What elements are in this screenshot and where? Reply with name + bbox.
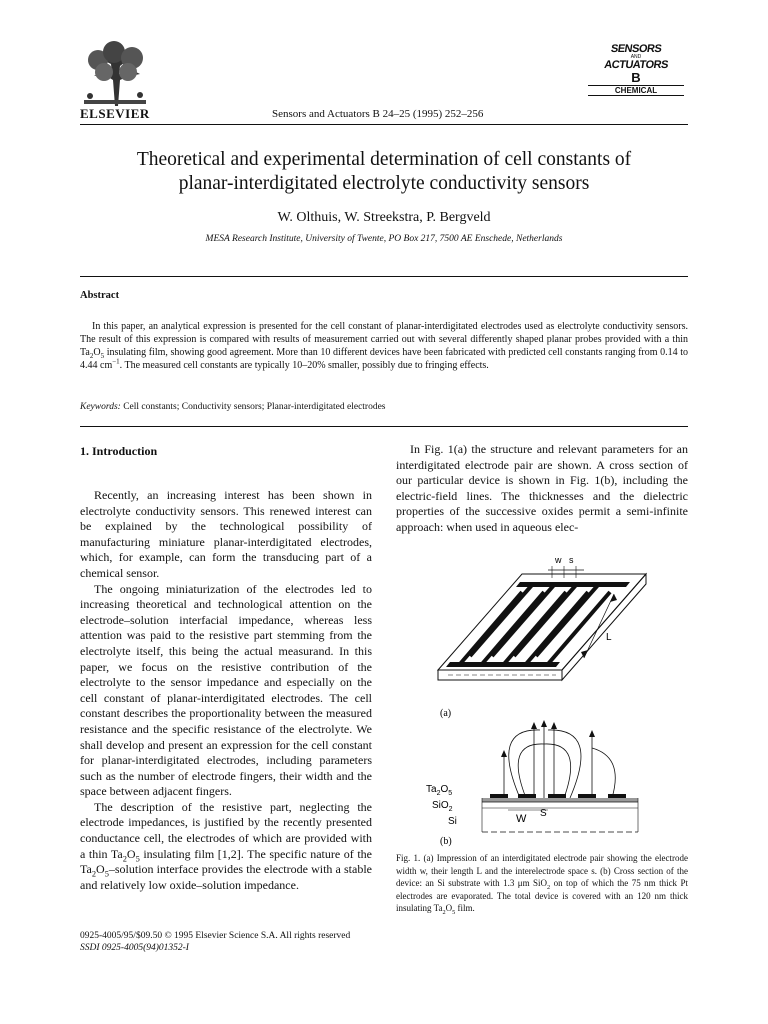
caption-part1: Fig. 1. (a) Impression of an interdigitated electrode pair showing the electrode width w, their length L and the interelectrode space s. (b) Cross section of the device: an Si substrate with 1.3 μm SiO bbox=[396, 853, 688, 888]
figure-1b-drawing bbox=[426, 720, 638, 832]
abstract-sub1: 2 bbox=[89, 352, 94, 360]
caption-part3: O bbox=[445, 903, 453, 913]
label-sio2 bbox=[432, 800, 453, 813]
abstract-rule-bottom bbox=[80, 426, 688, 427]
caption-part2: on top of which the 75 nm thick Pt electrodes are evaporated. The total device is covered with an 120 nm thick insulating Ta bbox=[396, 878, 688, 913]
p3-part3: insulating film [1,2]. The specific nature of the Ta bbox=[80, 846, 372, 877]
abstract-text bbox=[80, 320, 688, 372]
label-L: L bbox=[606, 632, 612, 643]
keywords bbox=[80, 402, 688, 412]
footer bbox=[80, 930, 350, 954]
abstract-rule-top bbox=[80, 276, 688, 277]
intro-paragraph-3 bbox=[80, 800, 372, 894]
p3-sub4: 5 bbox=[104, 869, 109, 879]
abstract-text-part2: O bbox=[93, 347, 101, 358]
journal-reference: Sensors and Actuators B 24–25 (1995) 252–256 bbox=[272, 108, 484, 120]
keywords-label: Keywords: bbox=[80, 402, 121, 412]
caption-sub3: 5 bbox=[452, 908, 456, 916]
publisher-name: ELSEVIER bbox=[80, 106, 150, 121]
label-ta2o5 bbox=[426, 784, 452, 797]
journal-logo-word4: B bbox=[631, 70, 641, 85]
abstract-text-part4: . The measured cell constants are typically 10–20% smaller, possibly due to fringing effects. bbox=[119, 360, 489, 371]
label-b: (b) bbox=[440, 836, 452, 847]
abstract-text-part3: insulating film, showing good agreement. More than 10 different devices have been fabricated with predicted cell constants ranging from 0.14 to 4.44 cm bbox=[80, 347, 688, 371]
p3-sub3: 2 bbox=[91, 869, 97, 879]
figure-1a-drawing bbox=[438, 555, 646, 680]
label-ta-sub1: 2 bbox=[436, 790, 441, 797]
label-sio: SiO bbox=[432, 800, 449, 811]
label-s: s bbox=[569, 555, 574, 565]
p3-part5: –solution interface provides the electrode with a stable and relatively low oxide–solution impedance. bbox=[80, 862, 372, 892]
footer-ssdi: SSDI 0925-4005(94)01352-I bbox=[80, 943, 189, 953]
label-a: (a) bbox=[440, 708, 452, 719]
abstract-sup1: −1 bbox=[112, 357, 120, 366]
p3-part2: O bbox=[126, 846, 136, 861]
figure-caption bbox=[396, 852, 688, 915]
keywords-list: Cell constants; Conductivity sensors; Planar-interdigitated electrodes bbox=[123, 402, 386, 412]
label-w: w bbox=[555, 555, 562, 565]
footer-copyright: 0925-4005/95/$09.50 © 1995 Elsevier Science S.A. All rights reserved bbox=[80, 931, 351, 941]
intro-paragraph-1: Recently, an increasing interest has been shown in electrolyte conductivity sensors. This renewed interest can be explained by the technological possibility of manufacturing miniature planar-interdigitated electrodes, which, for example, can form the transducing part of a chemical sensor. bbox=[80, 488, 372, 580]
label-ta-sub2: 5 bbox=[448, 790, 453, 797]
journal-logo-word3: ACTUATORS bbox=[603, 59, 669, 71]
header-rule bbox=[80, 124, 688, 125]
journal-logo-word5: CHEMICAL bbox=[588, 85, 684, 96]
title-line-2: planar-interdigitated electrolyte conductivity sensors bbox=[178, 173, 590, 194]
label-ta: Ta bbox=[426, 784, 437, 795]
right-column bbox=[396, 442, 688, 536]
affiliation: MESA Research Institute, University of Twente, PO Box 217, 7500 AE Enschede, Netherlands bbox=[205, 234, 563, 244]
p3-part4: O bbox=[96, 862, 105, 877]
label-W: W bbox=[516, 813, 527, 825]
abstract-text-part1: In this paper, an analytical expression is presented for the cell constant of planar-interdigitated electrodes used as electrolyte conductivity sensors. The result of this expression is compared with results of measurement carried out with several differently shaped planar probes provided with a thin Ta bbox=[80, 321, 688, 358]
left-column bbox=[80, 488, 372, 893]
label-si: Si bbox=[448, 816, 457, 827]
article-title bbox=[80, 148, 688, 196]
abstract-heading: Abstract bbox=[80, 290, 120, 301]
elsevier-tree-logo bbox=[80, 40, 150, 108]
caption-part4: film. bbox=[455, 903, 475, 913]
authors: W. Olthuis, W. Streekstra, P. Bergveld bbox=[277, 210, 491, 225]
journal-logo-word2: AND bbox=[630, 54, 642, 60]
abstract-sub2: 5 bbox=[100, 352, 105, 360]
right-paragraph-1: In Fig. 1(a) the structure and relevant parameters for an interdigitated electrode pair are shown. A cross section of our particular device is shown in Fig. 1(b), including the electric-field lines. The thicknesses and the dielectric properties of the successive oxides permit a semi-infinite approach: when used in aqueous elec- bbox=[396, 442, 688, 534]
caption-sub1: 2 bbox=[547, 883, 551, 891]
p3-sub2: 5 bbox=[135, 854, 140, 864]
p3-part1: The description of the resistive part, neglecting the electrode impedances, is justified by the recently presented conductance cell, the electrodes of which are provided with a thin Ta bbox=[80, 799, 372, 861]
label-S: S bbox=[540, 808, 547, 819]
label-ta-o: O bbox=[440, 784, 449, 795]
label-sio-sub: 2 bbox=[448, 806, 453, 813]
section-heading-introduction: 1. Introduction bbox=[80, 444, 158, 458]
caption-sub2: 2 bbox=[442, 908, 446, 916]
figure-1 bbox=[424, 552, 664, 850]
p3-sub1: 2 bbox=[122, 854, 127, 864]
intro-paragraph-2: The ongoing miniaturization of the electrodes led to increasing theoretical and technological attention on the electrode–solution interfacial impedance, whereas less attention was paid to the resistive part stemming from the electrolyte itself, this being the actual measurand. In this paper, we focus on the resistive contribution of the electrolyte to the sensor impedance and especially on the cell constant of planar-interdigitated electrodes. The cell constant describes the proportionality between the measured resistance and the specific resistance of the electrolyte. We shall develop and present an expression for the cell constant for planar-interdigitated electrodes, including parameters such as the number of electrode fingers, their width and the space between adjacent fingers. bbox=[80, 581, 372, 799]
journal-logo-word1: SENSORS bbox=[610, 43, 663, 55]
journal-logo bbox=[584, 44, 688, 112]
title-line-1: Theoretical and experimental determination of cell constants of bbox=[136, 149, 632, 170]
